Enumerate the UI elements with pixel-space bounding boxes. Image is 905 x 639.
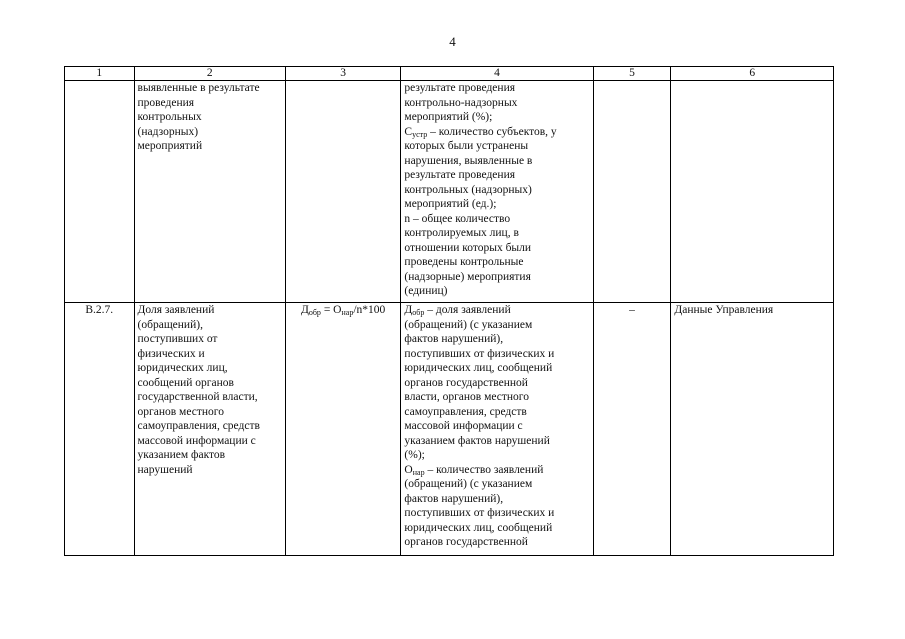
formula-symbol: Д [301,304,309,316]
header-cell-6: 6 [671,67,834,81]
row1-indicator-name [134,81,285,303]
row2-col5: – [593,303,671,556]
row2-description [401,303,593,556]
text-line: (надзорные) мероприятия [404,270,531,283]
variable-symbol: Д [404,304,413,316]
variable-subscript: обр [412,308,425,317]
text-line: сообщений органов [137,376,234,389]
table-row [65,303,834,556]
formula-subscript: обр [308,308,321,317]
text-line: контрольных (надзорных) [404,183,532,196]
text-line: результате проведения [404,169,516,181]
text-line: контрольно-надзорных [404,96,518,109]
variable-definition [404,463,589,478]
text-line: фактов нарушений), [404,492,504,505]
text-line: которых были устранены [404,140,529,152]
variable-symbol: О [404,463,413,476]
indicators-table [64,66,834,556]
text-line: (обращений) (с указанием [404,318,533,331]
page-number: 4 [449,34,456,49]
variable-text: – количество субъектов, у [427,125,557,138]
variable-definition [404,125,589,140]
variable-text: – количество заявлений [424,463,544,476]
text-line: юридических лиц, [137,362,228,374]
formula-text: = О [320,304,342,316]
text-line: мероприятий (%); [404,111,493,123]
text-line: n – общее количество [404,212,511,225]
variable-definition [404,303,589,318]
text-line: Доля заявлений [137,304,215,316]
header-row [65,67,834,81]
formula-subscript: нар [341,308,354,317]
header-cell-3: 3 [285,67,401,81]
text-line: самоуправления, средств [404,405,527,418]
table-row [65,81,834,303]
row2-indicator-name [134,303,285,556]
text-line: физических и [137,347,205,360]
text-line: поступивших от физических и [404,507,555,519]
text-line: массовой информации с [137,434,256,447]
text-line: контролируемых лиц, в [404,227,519,239]
header-cell-4: 4 [401,67,593,81]
text-line: органов государственной [404,536,528,548]
variable-subscript: устр [412,129,428,139]
row2-source: Данные Управления [671,303,834,556]
text-line: результате проведения [404,82,516,94]
text-line: мероприятий (ед.); [404,198,497,210]
row1-col6 [671,81,834,303]
text-line: указанием фактов [137,449,226,461]
text-line: отношении которых были [404,241,532,254]
text-line: указанием фактов нарушений [404,434,550,447]
variable-symbol: С [404,125,413,138]
row1-col5 [593,81,671,303]
text-line: нарушения, выявленные в [404,154,533,167]
text-line: (обращений), [137,318,203,331]
variable-subscript: нар [412,467,425,477]
header-cell-5: 5 [593,67,671,81]
formula-text: /n*100 [353,304,386,316]
row2-formula [285,303,401,556]
header-cell-1: 1 [65,67,135,81]
text-line: (%); [404,449,425,461]
text-line: поступивших от [137,333,218,345]
text-line: юридических лиц, сообщений [404,362,553,374]
text-line: нарушений [137,463,193,476]
text-line: органов местного [137,405,224,418]
row1-description [401,81,593,303]
text-line: (единиц) [404,285,448,297]
header-cell-2: 2 [134,67,285,81]
text-line: государственной власти, [137,391,258,403]
variable-text: – доля заявлений [424,304,511,316]
text-line: самоуправления, средств [137,420,260,432]
row1-col1 [65,81,135,303]
text-line: массовой информации с [404,420,523,432]
text-line: контрольных [137,111,202,123]
row1-formula [285,81,401,303]
text-line: власти, органов местного [404,391,529,403]
row2-code: В.2.7. [65,303,135,556]
text-line: проведены контрольные [404,256,524,268]
text-line: фактов нарушений), [404,333,504,345]
text-line: поступивших от физических и [404,347,555,360]
text-line: (надзорных) [137,125,199,138]
text-line: органов государственной [404,376,528,389]
text-line: проведения [137,96,195,109]
text-line: юридических лиц, сообщений [404,521,553,534]
text-line: выявленные в результате [137,82,260,94]
text-line: (обращений) (с указанием [404,478,533,490]
text-line: мероприятий [137,140,203,152]
